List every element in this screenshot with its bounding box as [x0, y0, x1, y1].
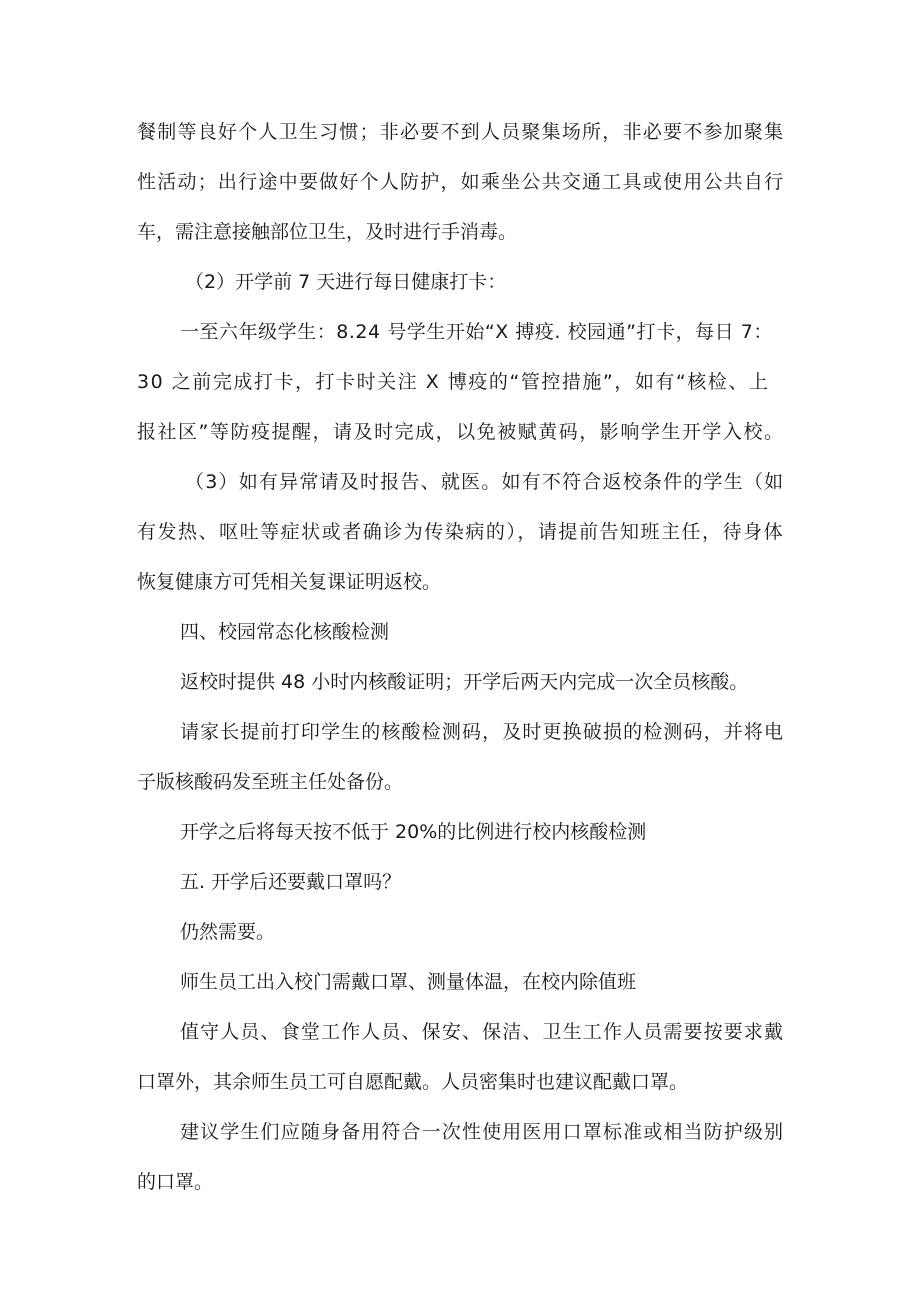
paragraph-line: 车，需注意接触部位卫生，及时进行手消毒。 [137, 221, 518, 243]
section-heading: 四、校园常态化核酸检测 [180, 621, 390, 643]
paragraph-line: 值守人员、食堂工作人员、保安、保洁、卫生工作人员需要按要求戴 [180, 1021, 785, 1043]
paragraph-line: 性活动；出行途中要做好个人防护，如乘坐公共交通工具或使用公共自行 [137, 171, 785, 193]
paragraph-line: 仍然需要。 [180, 921, 276, 943]
paragraph-line: 建议学生们应随身备用符合一次性使用医用口罩标准或相当防护级别 [180, 1121, 785, 1143]
paragraph-line: （3）如有异常请及时报告、就医。如有不符合返校条件的学生（如 [185, 471, 785, 493]
paragraph-line: 30 之前完成打卡，打卡时关注 X 博疫的“管控措施”，如有“核检、上 [137, 371, 770, 393]
paragraph-line: 开学之后将每天按不低于 20%的比例进行校内核酸检测 [180, 821, 647, 843]
paragraph-line: 口罩外，其余师生员工可自愿配戴。人员密集时也建议配戴口罩。 [137, 1071, 689, 1093]
paragraph-line: 子版核酸码发至班主任处备份。 [137, 771, 404, 793]
paragraph-line: 师生员工出入校门需戴口罩、测量体温，在校内除值班 [180, 971, 637, 993]
paragraph-line: 请家长提前打印学生的核酸检测码，及时更换破损的检测码，并将电 [180, 721, 785, 743]
paragraph-line: （2）开学前 7 天进行每日健康打卡： [185, 271, 507, 293]
paragraph-line: 的口罩。 [137, 1171, 214, 1193]
paragraph-line: 餐制等良好个人卫生习惯；非必要不到人员聚集场所，非必要不参加聚集 [137, 121, 785, 143]
paragraph-line: 报社区”等防疫提醒，请及时完成，以免被赋黄码，影响学生开学入校。 [137, 421, 785, 443]
section-heading: 五. 开学后还要戴口罩吗？ [180, 871, 402, 893]
paragraph-line: 返校时提供 48 小时内核酸证明；开学后两天内完成一次全员核酸。 [180, 671, 749, 693]
paragraph-line: 一至六年级学生：8.24 号学生开始“X 搏疫. 校园通”打卡，每日 7： [180, 321, 773, 343]
paragraph-line: 恢复健康方可凭相关复课证明返校。 [137, 571, 442, 593]
paragraph-line: 有发热、呕吐等症状或者确诊为传染病的），请提前告知班主任，待身体 [137, 521, 785, 543]
